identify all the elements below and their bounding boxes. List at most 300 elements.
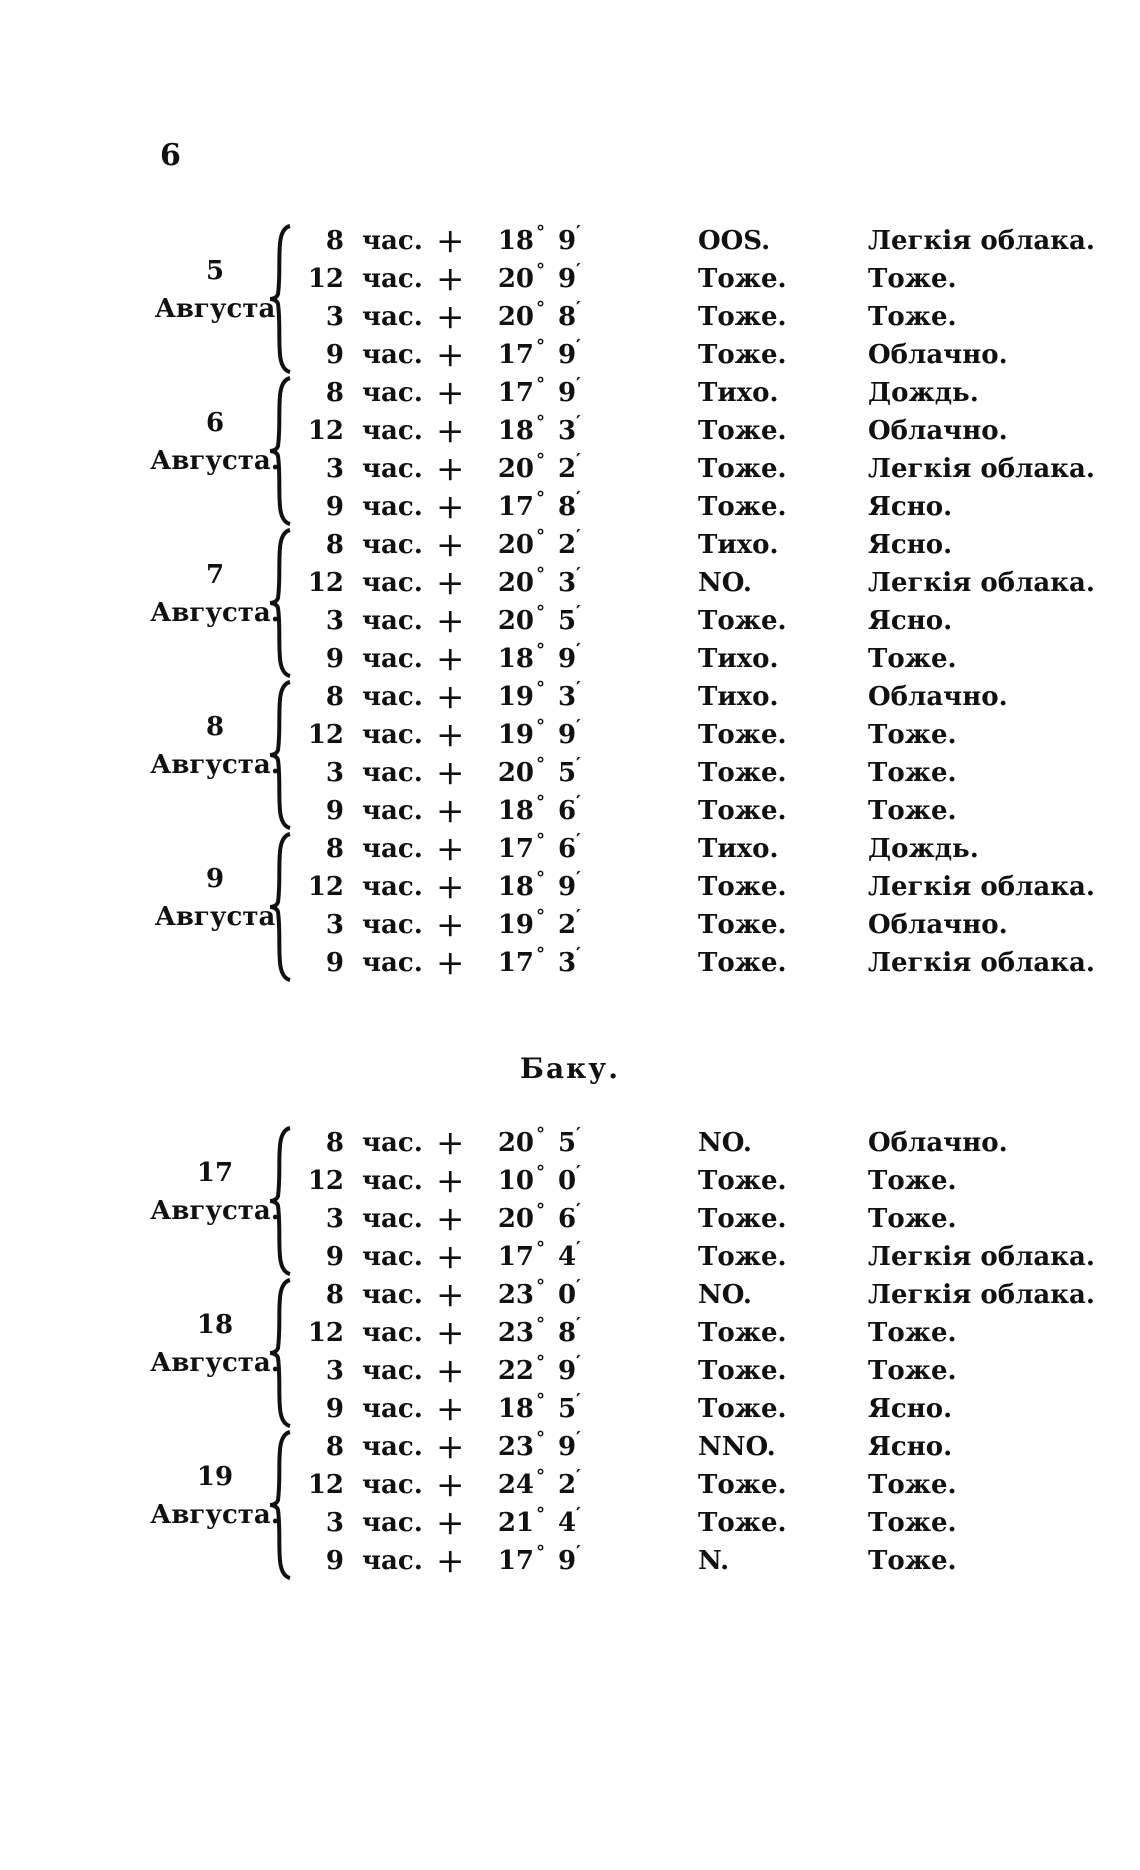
- sky-condition: Тоже.: [868, 302, 957, 332]
- minute-sign: ′: [576, 1124, 581, 1145]
- temperature-minutes: 9: [558, 872, 577, 902]
- plus-sign: +: [436, 221, 465, 261]
- table-row: [0, 754, 1140, 792]
- temperature-degrees: 20: [497, 302, 534, 332]
- weather-table-section-2: [0, 1124, 1140, 1580]
- temperature-minutes: 3: [558, 682, 577, 712]
- degree-sign: °: [536, 450, 545, 471]
- degree-sign: °: [536, 336, 545, 357]
- hour-value: 8: [325, 226, 344, 256]
- day-number: 5: [205, 256, 225, 286]
- day-number: 8: [205, 712, 225, 742]
- wind-value: Тоже.: [698, 1508, 787, 1538]
- plus-sign: +: [436, 1351, 465, 1391]
- sky-condition: Тоже.: [868, 1166, 957, 1196]
- minute-sign: ′: [576, 1238, 581, 1259]
- degree-sign: °: [536, 488, 545, 509]
- hour-unit: час.: [362, 1166, 423, 1196]
- degree-sign: °: [536, 830, 545, 851]
- plus-sign: +: [436, 411, 465, 451]
- degree-sign: °: [536, 868, 545, 889]
- temperature-degrees: 17: [497, 1546, 534, 1576]
- plus-sign: +: [436, 1123, 465, 1163]
- day-number: 18: [196, 1310, 234, 1340]
- day-number: 7: [205, 560, 225, 590]
- hour-value: 9: [325, 796, 344, 826]
- temperature-minutes: 2: [558, 530, 577, 560]
- temperature-degrees: 20: [497, 568, 534, 598]
- hour-unit: час.: [362, 264, 423, 294]
- hour-unit: час.: [362, 758, 423, 788]
- table-row: [0, 222, 1140, 260]
- temperature-minutes: 3: [558, 948, 577, 978]
- month-name: Августа: [154, 902, 276, 932]
- temperature-minutes: 9: [558, 644, 577, 674]
- degree-sign: °: [536, 298, 545, 319]
- sky-condition: Тоже.: [868, 1356, 957, 1386]
- table-row: [0, 260, 1140, 298]
- minute-sign: ′: [576, 374, 581, 395]
- temperature-degrees: 17: [497, 378, 534, 408]
- minute-sign: ′: [576, 906, 581, 927]
- wind-value: Тоже.: [698, 758, 787, 788]
- date-group: [0, 374, 1140, 526]
- table-row: [0, 1542, 1140, 1580]
- temperature-degrees: 17: [497, 492, 534, 522]
- hour-unit: час.: [362, 720, 423, 750]
- degree-sign: °: [536, 1238, 545, 1259]
- degree-sign: °: [536, 564, 545, 585]
- sky-condition: Тоже.: [868, 1546, 957, 1576]
- table-row: [0, 1124, 1140, 1162]
- temperature-minutes: 6: [558, 834, 577, 864]
- temperature-minutes: 5: [558, 1128, 577, 1158]
- temperature-degrees: 20: [497, 606, 534, 636]
- minute-sign: ′: [576, 868, 581, 889]
- table-row: [0, 1352, 1140, 1390]
- plus-sign: +: [436, 259, 465, 299]
- table-row: [0, 792, 1140, 830]
- temperature-degrees: 20: [497, 530, 534, 560]
- wind-value: Тоже.: [698, 872, 787, 902]
- minute-sign: ′: [576, 1390, 581, 1411]
- minute-sign: ′: [576, 830, 581, 851]
- plus-sign: +: [436, 829, 465, 869]
- wind-value: Тихо.: [698, 378, 779, 408]
- sky-condition: Ясно.: [868, 492, 953, 522]
- wind-value: Тоже.: [698, 1470, 787, 1500]
- sky-condition: Облачно.: [868, 416, 1008, 446]
- wind-value: Тоже.: [698, 1204, 787, 1234]
- date-group: [0, 830, 1140, 982]
- hour-value: 3: [325, 1204, 344, 1234]
- temperature-minutes: 9: [558, 1546, 577, 1576]
- temperature-degrees: 20: [497, 758, 534, 788]
- degree-sign: °: [536, 1162, 545, 1183]
- hour-unit: час.: [362, 1356, 423, 1386]
- sky-condition: Легкія облака.: [868, 1242, 1095, 1272]
- hour-value: 8: [325, 1432, 344, 1462]
- sky-condition: Легкія облака.: [868, 568, 1095, 598]
- hour-value: 3: [325, 1356, 344, 1386]
- day-number: 19: [196, 1462, 234, 1492]
- plus-sign: +: [436, 905, 465, 945]
- hour-value: 8: [325, 682, 344, 712]
- degree-sign: °: [536, 260, 545, 281]
- day-number: 9: [205, 864, 225, 894]
- sky-condition: Дождь.: [868, 378, 979, 408]
- hour-value: 12: [307, 1470, 344, 1500]
- hour-value: 12: [307, 264, 344, 294]
- hour-value: 3: [325, 910, 344, 940]
- page-number: 6: [160, 138, 181, 173]
- hour-value: 12: [307, 416, 344, 446]
- table-row: [0, 1390, 1140, 1428]
- plus-sign: +: [436, 1313, 465, 1353]
- hour-value: 3: [325, 758, 344, 788]
- plus-sign: +: [436, 639, 465, 679]
- hour-unit: час.: [362, 1470, 423, 1500]
- wind-value: Тихо.: [698, 834, 779, 864]
- degree-sign: °: [536, 754, 545, 775]
- sky-condition: Ясно.: [868, 1394, 953, 1424]
- minute-sign: ′: [576, 716, 581, 737]
- degree-sign: °: [536, 1466, 545, 1487]
- degree-sign: °: [536, 1276, 545, 1297]
- table-row: [0, 298, 1140, 336]
- sky-condition: Тоже.: [868, 264, 957, 294]
- minute-sign: ′: [576, 1276, 581, 1297]
- table-row: [0, 1276, 1140, 1314]
- sky-condition: Тоже.: [868, 1470, 957, 1500]
- minute-sign: ′: [576, 260, 581, 281]
- minute-sign: ′: [576, 1428, 581, 1449]
- degree-sign: °: [536, 1390, 545, 1411]
- hour-unit: час.: [362, 682, 423, 712]
- table-row: [0, 1466, 1140, 1504]
- temperature-minutes: 0: [558, 1166, 577, 1196]
- hour-value: 9: [325, 1242, 344, 1272]
- table-row: [0, 640, 1140, 678]
- temperature-minutes: 0: [558, 1280, 577, 1310]
- sky-condition: Тоже.: [868, 720, 957, 750]
- degree-sign: °: [536, 640, 545, 661]
- sky-condition: Ясно.: [868, 1432, 953, 1462]
- table-row: [0, 1200, 1140, 1238]
- wind-value: Тихо.: [698, 682, 779, 712]
- sky-condition: Легкія облака.: [868, 226, 1095, 256]
- wind-value: Тихо.: [698, 644, 779, 674]
- temperature-minutes: 9: [558, 340, 577, 370]
- wind-value: Тоже.: [698, 910, 787, 940]
- minute-sign: ′: [576, 488, 581, 509]
- plus-sign: +: [436, 1465, 465, 1505]
- hour-unit: час.: [362, 796, 423, 826]
- temperature-minutes: 2: [558, 454, 577, 484]
- minute-sign: ′: [576, 412, 581, 433]
- sky-condition: Дождь.: [868, 834, 979, 864]
- plus-sign: +: [436, 1237, 465, 1277]
- hour-value: 9: [325, 644, 344, 674]
- wind-value: Тоже.: [698, 1394, 787, 1424]
- temperature-minutes: 3: [558, 568, 577, 598]
- day-number: 6: [205, 408, 225, 438]
- wind-value: Тоже.: [698, 340, 787, 370]
- temperature-minutes: 2: [558, 910, 577, 940]
- hour-value: 12: [307, 872, 344, 902]
- plus-sign: +: [436, 563, 465, 603]
- minute-sign: ′: [576, 1542, 581, 1563]
- sky-condition: Легкія облака.: [868, 948, 1095, 978]
- plus-sign: +: [436, 791, 465, 831]
- table-row: [0, 906, 1140, 944]
- sky-condition: Тоже.: [868, 758, 957, 788]
- temperature-minutes: 4: [558, 1242, 577, 1272]
- hour-unit: час.: [362, 568, 423, 598]
- plus-sign: +: [436, 1389, 465, 1429]
- hour-unit: час.: [362, 530, 423, 560]
- temperature-minutes: 8: [558, 492, 577, 522]
- degree-sign: °: [536, 526, 545, 547]
- sky-condition: Облачно.: [868, 340, 1008, 370]
- degree-sign: °: [536, 1504, 545, 1525]
- hour-unit: час.: [362, 302, 423, 332]
- date-group: [0, 526, 1140, 678]
- temperature-minutes: 3: [558, 416, 577, 446]
- wind-value: Тихо.: [698, 530, 779, 560]
- plus-sign: +: [436, 715, 465, 755]
- plus-sign: +: [436, 525, 465, 565]
- day-number: 17: [196, 1158, 234, 1188]
- date-group: [0, 678, 1140, 830]
- hour-value: 8: [325, 530, 344, 560]
- minute-sign: ′: [576, 336, 581, 357]
- temperature-degrees: 20: [497, 454, 534, 484]
- temperature-degrees: 23: [497, 1280, 534, 1310]
- month-name: Августа.: [150, 446, 280, 476]
- wind-value: Тоже.: [698, 1318, 787, 1348]
- month-name: Августа: [154, 294, 276, 324]
- temperature-minutes: 9: [558, 264, 577, 294]
- hour-unit: час.: [362, 1394, 423, 1424]
- degree-sign: °: [536, 792, 545, 813]
- plus-sign: +: [436, 753, 465, 793]
- wind-value: NO.: [698, 568, 752, 598]
- sky-condition: Ясно.: [868, 606, 953, 636]
- wind-value: Тоже.: [698, 264, 787, 294]
- hour-value: 8: [325, 834, 344, 864]
- hour-value: 8: [325, 378, 344, 408]
- table-row: [0, 944, 1140, 982]
- temperature-minutes: 5: [558, 758, 577, 788]
- hour-value: 12: [307, 720, 344, 750]
- hour-value: 3: [325, 302, 344, 332]
- temperature-minutes: 8: [558, 1318, 577, 1348]
- temperature-degrees: 20: [497, 1204, 534, 1234]
- table-row: [0, 602, 1140, 640]
- degree-sign: °: [536, 1352, 545, 1373]
- plus-sign: +: [436, 1275, 465, 1315]
- temperature-degrees: 17: [497, 1242, 534, 1272]
- degree-sign: °: [536, 1314, 545, 1335]
- wind-value: OOS.: [698, 226, 771, 256]
- hour-unit: час.: [362, 644, 423, 674]
- sky-condition: Облачно.: [868, 682, 1008, 712]
- hour-unit: час.: [362, 416, 423, 446]
- sky-condition: Облачно.: [868, 910, 1008, 940]
- temperature-minutes: 9: [558, 226, 577, 256]
- wind-value: Тоже.: [698, 492, 787, 522]
- month-name: Августа.: [150, 1348, 280, 1378]
- temperature-minutes: 4: [558, 1508, 577, 1538]
- minute-sign: ′: [576, 754, 581, 775]
- wind-value: Тоже.: [698, 796, 787, 826]
- degree-sign: °: [536, 374, 545, 395]
- minute-sign: ′: [576, 1314, 581, 1335]
- hour-unit: час.: [362, 1508, 423, 1538]
- hour-unit: час.: [362, 1242, 423, 1272]
- date-group: [0, 1124, 1140, 1276]
- minute-sign: ′: [576, 678, 581, 699]
- degree-sign: °: [536, 1124, 545, 1145]
- hour-value: 9: [325, 1394, 344, 1424]
- temperature-minutes: 9: [558, 720, 577, 750]
- degree-sign: °: [536, 944, 545, 965]
- minute-sign: ′: [576, 602, 581, 623]
- table-row: [0, 564, 1140, 602]
- hour-value: 9: [325, 340, 344, 370]
- minute-sign: ′: [576, 640, 581, 661]
- plus-sign: +: [436, 677, 465, 717]
- table-row: [0, 678, 1140, 716]
- table-row: [0, 868, 1140, 906]
- temperature-degrees: 17: [497, 340, 534, 370]
- temperature-degrees: 19: [497, 720, 534, 750]
- minute-sign: ′: [576, 298, 581, 319]
- minute-sign: ′: [576, 222, 581, 243]
- sky-condition: Ясно.: [868, 530, 953, 560]
- degree-sign: °: [536, 1542, 545, 1563]
- sky-condition: Легкія облака.: [868, 454, 1095, 484]
- hour-unit: час.: [362, 606, 423, 636]
- wind-value: Тоже.: [698, 1166, 787, 1196]
- hour-unit: час.: [362, 1318, 423, 1348]
- minute-sign: ′: [576, 1466, 581, 1487]
- sky-condition: Тоже.: [868, 1204, 957, 1234]
- wind-value: NO.: [698, 1280, 752, 1310]
- hour-unit: час.: [362, 378, 423, 408]
- hour-unit: час.: [362, 872, 423, 902]
- table-row: [0, 526, 1140, 564]
- month-name: Августа.: [150, 598, 280, 628]
- temperature-degrees: 20: [497, 264, 534, 294]
- hour-unit: час.: [362, 834, 423, 864]
- plus-sign: +: [436, 335, 465, 375]
- hour-value: 9: [325, 492, 344, 522]
- temperature-degrees: 23: [497, 1432, 534, 1462]
- temperature-degrees: 20: [497, 1128, 534, 1158]
- hour-value: 12: [307, 568, 344, 598]
- plus-sign: +: [436, 1427, 465, 1467]
- table-row: [0, 716, 1140, 754]
- temperature-degrees: 10: [497, 1166, 534, 1196]
- table-row: [0, 1238, 1140, 1276]
- hour-value: 12: [307, 1318, 344, 1348]
- hour-value: 3: [325, 1508, 344, 1538]
- wind-value: Тоже.: [698, 302, 787, 332]
- month-name: Августа.: [150, 1500, 280, 1530]
- wind-value: Тоже.: [698, 948, 787, 978]
- minute-sign: ′: [576, 450, 581, 471]
- plus-sign: +: [436, 867, 465, 907]
- wind-value: NO.: [698, 1128, 752, 1158]
- hour-value: 9: [325, 1546, 344, 1576]
- temperature-minutes: 9: [558, 1432, 577, 1462]
- date-group: [0, 222, 1140, 374]
- plus-sign: +: [436, 1503, 465, 1543]
- temperature-degrees: 17: [497, 948, 534, 978]
- hour-value: 3: [325, 606, 344, 636]
- hour-unit: час.: [362, 910, 423, 940]
- sky-condition: Легкія облака.: [868, 872, 1095, 902]
- date-group: [0, 1428, 1140, 1580]
- temperature-degrees: 19: [497, 682, 534, 712]
- temperature-minutes: 6: [558, 1204, 577, 1234]
- degree-sign: °: [536, 1200, 545, 1221]
- plus-sign: +: [436, 297, 465, 337]
- minute-sign: ′: [576, 792, 581, 813]
- temperature-degrees: 17: [497, 834, 534, 864]
- degree-sign: °: [536, 412, 545, 433]
- wind-value: NNO.: [698, 1432, 776, 1462]
- hour-value: 8: [325, 1280, 344, 1310]
- wind-value: Тоже.: [698, 454, 787, 484]
- sky-condition: Тоже.: [868, 796, 957, 826]
- sky-condition: Тоже.: [868, 1508, 957, 1538]
- temperature-degrees: 18: [497, 796, 534, 826]
- temperature-degrees: 24: [497, 1470, 534, 1500]
- temperature-degrees: 23: [497, 1318, 534, 1348]
- month-name: Августа.: [150, 750, 280, 780]
- minute-sign: ′: [576, 564, 581, 585]
- minute-sign: ′: [576, 944, 581, 965]
- plus-sign: +: [436, 1199, 465, 1239]
- degree-sign: °: [536, 716, 545, 737]
- hour-value: 3: [325, 454, 344, 484]
- section-title-baku: Баку.: [520, 1052, 620, 1085]
- hour-unit: час.: [362, 1432, 423, 1462]
- degree-sign: °: [536, 906, 545, 927]
- temperature-degrees: 19: [497, 910, 534, 940]
- hour-unit: час.: [362, 1546, 423, 1576]
- hour-value: 12: [307, 1166, 344, 1196]
- plus-sign: +: [436, 601, 465, 641]
- plus-sign: +: [436, 487, 465, 527]
- minute-sign: ′: [576, 526, 581, 547]
- wind-value: Тоже.: [698, 1242, 787, 1272]
- hour-unit: час.: [362, 1204, 423, 1234]
- hour-unit: час.: [362, 1280, 423, 1310]
- temperature-minutes: 2: [558, 1470, 577, 1500]
- table-row: [0, 1162, 1140, 1200]
- temperature-minutes: 6: [558, 796, 577, 826]
- table-row: [0, 1428, 1140, 1466]
- hour-unit: час.: [362, 1128, 423, 1158]
- hour-unit: час.: [362, 948, 423, 978]
- wind-value: N.: [698, 1546, 730, 1576]
- sky-condition: Облачно.: [868, 1128, 1008, 1158]
- table-row: [0, 412, 1140, 450]
